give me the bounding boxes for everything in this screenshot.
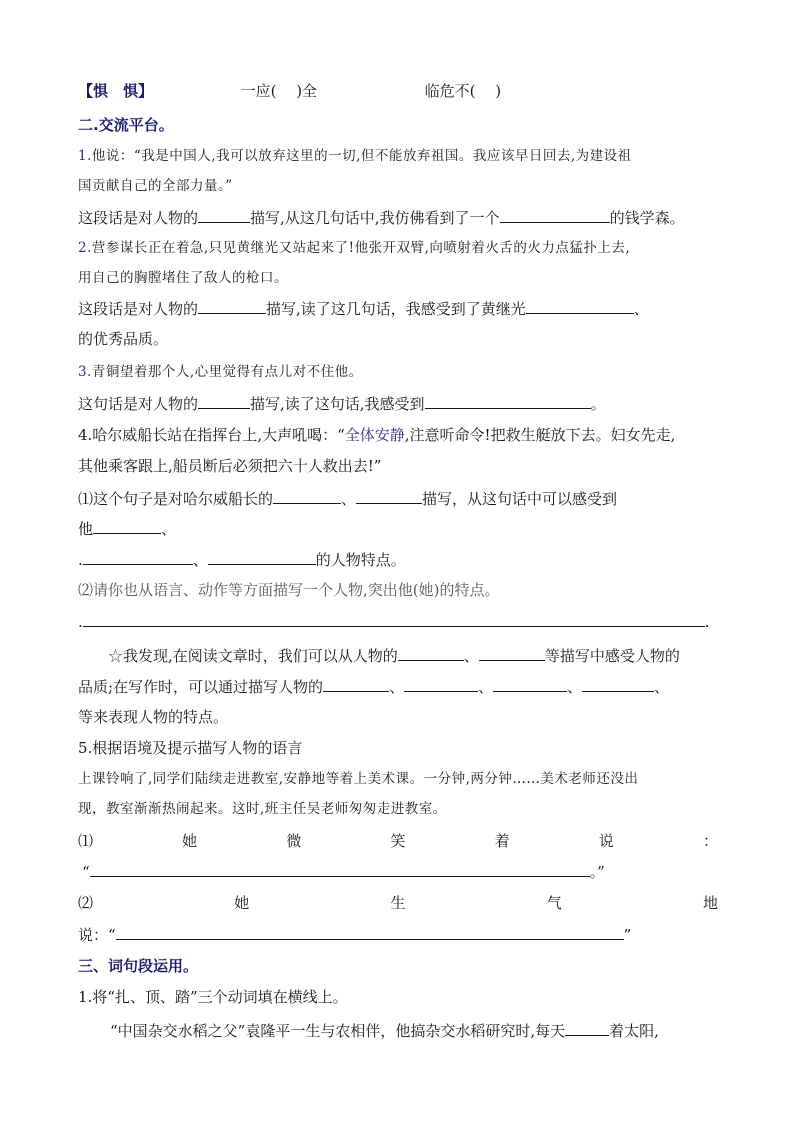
q5-s1-answer: “ 。” (82, 863, 605, 881)
discover-blank-5[interactable] (493, 676, 567, 692)
discover-blank-1[interactable] (398, 645, 464, 661)
q2-quote-line2: 用自己的胸膛堵住了敌人的枪口。 (78, 270, 288, 286)
q5-s1-prompt: ⑴ 她 微 笑 着 说 ： (78, 832, 718, 850)
q4-sub1-line1: ⑴这个句子是对哈尔威船长的 、 描写，从这句话中可以感受到 (78, 490, 618, 508)
q5-blank-2[interactable] (116, 924, 624, 940)
discover-blank-2[interactable] (479, 645, 545, 661)
q5-context-line1: 上课铃响了,同学们陆续走进教室,安静地等着上美术课。一分钟,两分钟……美术老师还没出 (78, 771, 639, 787)
section3-title: 三、词句段运用。 (78, 957, 199, 975)
section3-paragraph: “中国杂交水稻之父”袁隆平一生与农相伴，他搞杂交水稻研究时,每天 着太阳, (110, 1022, 659, 1040)
q4-blank-writing[interactable] (83, 611, 705, 627)
q5-context-line2: 现，教室渐渐热闹起来。这时,班主任吴老师匆匆走进教室。 (78, 801, 447, 817)
q3-quote: 3.青铜望着那个人,心里觉得有点儿对不住他。 (78, 364, 363, 380)
q4-blank-5[interactable] (208, 549, 316, 565)
q4-sub1-line2: 他 、 (78, 520, 177, 538)
discover-blank-4[interactable] (404, 676, 478, 692)
q2-answer-line2: 的优秀品质。 (78, 330, 169, 348)
q4-highlight: 全体安静 (344, 426, 405, 444)
q4-writing-line: . . (78, 613, 710, 631)
q1-blank-1[interactable] (198, 207, 250, 223)
q4-quote-line2: 其他乘客跟上,船员断后必须把六十人救出去!” (78, 457, 382, 475)
q1-quote-line2: 国贡献自己的全部力量。” (78, 178, 233, 194)
q3-answer: 这句话是对人物的 描写,读了这句话,我感受到 。 (78, 395, 606, 413)
q4-sub2: ⑵请你也从语言、动作等方面描写一个人物,突出他(她)的特点。 (78, 581, 500, 599)
discover-line1: ☆我发现,在阅读文章时，我们可以从人物的 、 等描写中感受人物的 (108, 647, 680, 665)
q1-answer: 这段话是对人物的 描写,从这几句话中,我仿佛看到了一个 的钱学森。 (78, 209, 685, 227)
section3-blank-1[interactable] (565, 1020, 609, 1036)
q4-blank-3[interactable] (93, 518, 161, 534)
star-icon: ☆ (108, 647, 124, 665)
q4-quote-line1: 4.哈尔威船长站在指挥台上,大声吼喝：“全体安静,注意听命令!把救生艇放下去。妇女先走, (78, 426, 676, 444)
discover-blank-3[interactable] (323, 676, 389, 692)
q5-s2-answer: 说：“ ” (78, 926, 632, 944)
section2-title: 二.交流平台。 (78, 116, 174, 134)
q4-blank-1[interactable] (273, 488, 341, 504)
section3-q1: 1.将“扎、顶、踏”三个动词填在横线上。 (78, 988, 348, 1006)
q2-blank-2[interactable] (526, 298, 634, 314)
q2-blank-1[interactable] (198, 298, 266, 314)
idiom-bracket: 【惧 惧】 (78, 82, 154, 100)
q4-blank-2[interactable] (356, 488, 422, 504)
discover-line2: 品质;在写作时，可以通过描写人物的 、 、 、 、 (78, 678, 670, 696)
idiom-item-1: 一应( )全 (240, 82, 318, 100)
q3-blank-2[interactable] (425, 393, 591, 409)
idiom-item-2: 临危不( ) (424, 82, 502, 100)
q5-blank-1[interactable] (90, 861, 590, 877)
q2-quote-line1: 2.营参谋长正在着急,只见黄继光又站起来了!他张开双臂,向喷射着火舌的火力点猛扑上去, (78, 240, 631, 256)
discover-line3: 等来表现人物的特点。 (78, 708, 229, 726)
q5-title: 5.根据语境及提示描写人物的语言 (78, 739, 303, 757)
q1-quote-line1: 1.他说：“我是中国人,我可以放弃这里的一切,但不能放弃祖国。我应该早日回去,为建设祖 (78, 148, 632, 164)
q3-blank-1[interactable] (198, 393, 250, 409)
q4-blank-4[interactable] (83, 549, 193, 565)
discover-blank-6[interactable] (582, 676, 654, 692)
q5-s2-prompt: ⑵ 她 生 气 地 (78, 894, 718, 912)
q2-answer-line1: 这段话是对人物的 描写,读了这几句话，我感受到了黄继光 、 (78, 300, 649, 318)
q1-blank-2[interactable] (500, 207, 610, 223)
q4-sub1-line3: . 、 的人物特点。 (78, 551, 406, 569)
